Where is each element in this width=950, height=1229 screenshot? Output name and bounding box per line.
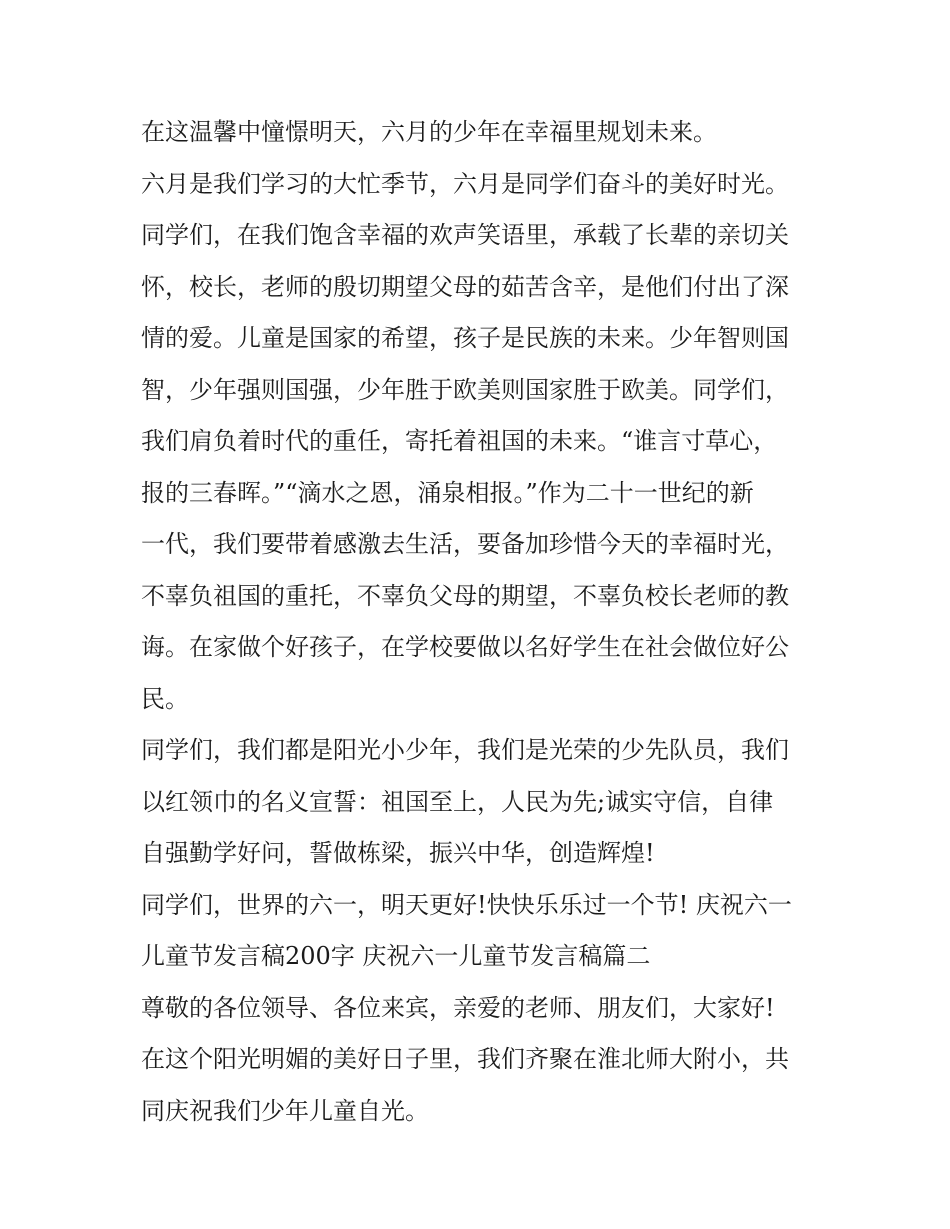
text-line: 一代，我们要带着感激去生活，要备加珍惜今天的幸福时光， — [141, 530, 789, 558]
text-line: 情的爱。儿童是国家的希望，孩子是民族的未来。少年智则国 — [141, 324, 789, 352]
document-body — [141, 107, 821, 1137]
text-line: 怀，校长，老师的殷切期望父母的茹苦含辛，是他们付出了深 — [141, 272, 789, 301]
text-line: 同庆祝我们少年儿童自光。 — [141, 1096, 429, 1125]
text-line: 智，少年强则国强，少年胜于欧美则国家胜于欧美。同学们， — [141, 375, 789, 404]
text-line: 自强勤学好问，誓做栋梁，振兴中华，创造辉煌! — [141, 839, 655, 867]
text-line: 以红领巾的名义宣誓：祖国至上，人民为先;诚实守信，自律 — [141, 787, 774, 816]
text-line: 民。 — [141, 684, 189, 713]
text-line: 我们肩负着时代的重任，寄托着祖国的未来。“谁言寸草心， — [141, 427, 778, 455]
text-line: 同学们，我们都是阳光小少年，我们是光荣的少先队员，我们 — [141, 736, 789, 764]
text-line: 同学们，世界的六一，明天更好!快快乐乐过一个节! 庆祝六一 — [141, 890, 792, 919]
text-line: 报的三春晖。”“滴水之恩，涌泉相报。”作为二十一世纪的新 — [141, 478, 754, 507]
text-line: 同学们，在我们饱含幸福的欢声笑语里，承载了长辈的亲切关 — [141, 221, 789, 249]
text-line: 儿童节发言稿200字 庆祝六一儿童节发言稿篇二 — [141, 942, 651, 970]
text-line: 六月是我们学习的大忙季节，六月是同学们奋斗的美好时光。 — [141, 169, 789, 198]
text-line: 在这个阳光明媚的美好日子里，我们齐聚在淮北师大附小，共 — [141, 1045, 789, 1073]
text-line: 尊敬的各位领导、各位来宾，亲爱的老师、朋友们，大家好! — [141, 993, 775, 1022]
text-line: 在这温馨中憧憬明天，六月的少年在幸福里规划未来。 — [141, 118, 717, 146]
text-line: 诲。在家做个好孩子，在学校要做以名好学生在社会做位好公 — [141, 633, 789, 661]
text-line: 不辜负祖国的重托，不辜负父母的期望，不辜负校长老师的教 — [141, 581, 789, 610]
